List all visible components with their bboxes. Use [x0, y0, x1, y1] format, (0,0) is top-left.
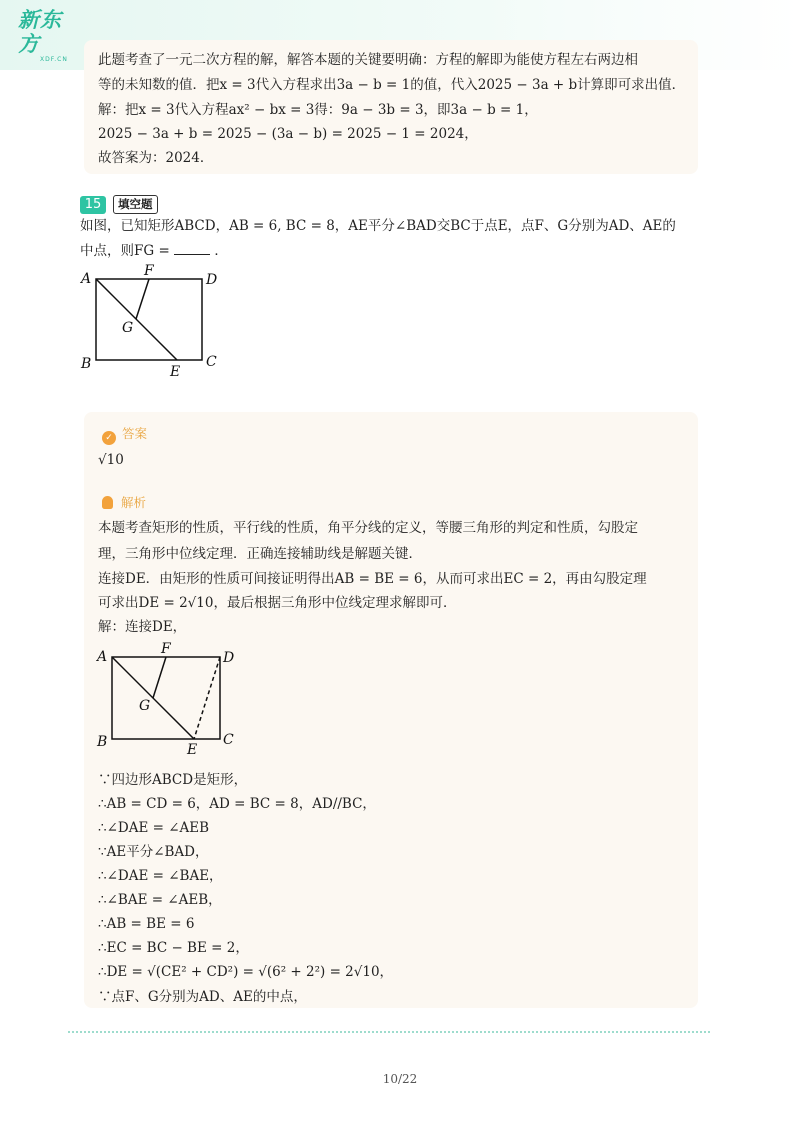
- label-c: C: [206, 354, 217, 370]
- proof-line: ∴AB = CD = 6，AD = BC = 8，AD//BC，: [98, 796, 376, 812]
- rectangle-figure-2: [92, 640, 252, 762]
- label-b-2: B: [97, 734, 108, 750]
- label-e-2: E: [187, 742, 198, 758]
- analysis-line: 可求出DE = 2√10，最后根据三角形中位线定理求解即可．: [98, 595, 457, 611]
- label-d-2: D: [223, 650, 235, 666]
- proof-line: ∴∠DAE = ∠AEB: [98, 820, 210, 836]
- proof-line: ∴∠BAE = ∠AEB，: [98, 892, 222, 908]
- page-number: 10/22: [382, 1072, 418, 1086]
- label-g-2: G: [139, 698, 151, 714]
- rectangle-abcd: [96, 279, 202, 360]
- proof-line: ∴DE = √(CE² + CD²) = √(6² + 2²) = 2√10，: [98, 964, 394, 980]
- segment-de-dashed: [194, 657, 220, 739]
- question-text-prefix: 中点，则FG =: [80, 243, 170, 259]
- logo-subtext: XDF.CN: [40, 56, 68, 63]
- rectangle-figure-1: [74, 262, 234, 382]
- question-text: 如图，已知矩形ABCD，AB = 6, BC = 8，AE平分∠BAD交BC于点E，点F、G分别为AD、AE的: [80, 218, 676, 234]
- proof-line: ∴∠DAE = ∠BAE，: [98, 868, 223, 884]
- question-number-badge: 15: [80, 196, 106, 214]
- segment-fg-2: [153, 657, 166, 698]
- answer-blank: [174, 242, 210, 255]
- proof-line: ∴AB = BE = 6: [98, 916, 195, 932]
- rectangle-abcd-2: [112, 657, 220, 739]
- label-c-2: C: [223, 732, 234, 748]
- label-f-2: F: [161, 641, 171, 657]
- label-a-2: A: [97, 649, 108, 665]
- prev-solution-line: 故答案为：2024．: [98, 150, 214, 166]
- label-e: E: [170, 364, 181, 380]
- analysis-line: 解：连接DE，: [98, 619, 187, 635]
- analysis-section-title: [102, 494, 146, 512]
- answer-section-title: [102, 425, 147, 445]
- check-icon: ✓: [102, 431, 116, 445]
- segment-fg: [136, 279, 149, 319]
- prev-solution-line: 2025 − 3a + b = 2025 − (3a − b) = 2025 − 1 = 2024，: [98, 126, 478, 142]
- proof-line: ∵点F、G分别为AD、AE的中点，: [98, 989, 307, 1005]
- proof-line: ∵AE平分∠BAD，: [98, 844, 209, 860]
- label-g: G: [122, 320, 134, 336]
- prev-solution-line: 解：把x = 3代入方程ax² − bx = 3得：9a − 3b = 3，即3a − b = 1，: [98, 102, 538, 118]
- xdf-logo: [18, 8, 78, 63]
- label-d: D: [206, 272, 218, 288]
- segment-ae: [96, 279, 177, 360]
- answer-value: √10: [98, 452, 124, 468]
- question-type-badge: 填空题: [113, 195, 158, 214]
- prev-solution-line: 此题考查了一元二次方程的解，解答本题的关键要明确：方程的解即为能使方程左右两边相: [98, 52, 638, 68]
- lightbulb-icon: [102, 496, 113, 509]
- prev-solution-line: 等的未知数的值．把x = 3代入方程求出3a − b = 1的值，代入2025 − 3a + b计算即可求出值．: [98, 77, 686, 93]
- analysis-title-text: 解析: [121, 495, 147, 510]
- question-text-line2: [80, 241, 228, 261]
- proof-line: ∵四边形ABCD是矩形，: [98, 772, 248, 788]
- analysis-line: 理，三角形中位线定理．正确连接辅助线是解题关键．: [98, 546, 422, 562]
- logo-text: 新东方: [18, 8, 62, 56]
- label-b: B: [81, 356, 92, 372]
- label-f: F: [144, 263, 154, 279]
- proof-line: ∴EC = BC − BE = 2，: [98, 940, 249, 956]
- dotted-divider: [68, 1031, 710, 1033]
- label-a: A: [81, 271, 92, 287]
- answer-title-text: 答案: [122, 426, 148, 441]
- analysis-line: 本题考查矩形的性质，平行线的性质，角平分线的定义，等腰三角形的判定和性质，勾股定: [98, 520, 638, 536]
- analysis-line: 连接DE．由矩形的性质可间接证明得出AB = BE = 6，从而可求出EC = 2，再由勾股定理: [98, 571, 647, 587]
- question-text-suffix: ．: [214, 243, 228, 259]
